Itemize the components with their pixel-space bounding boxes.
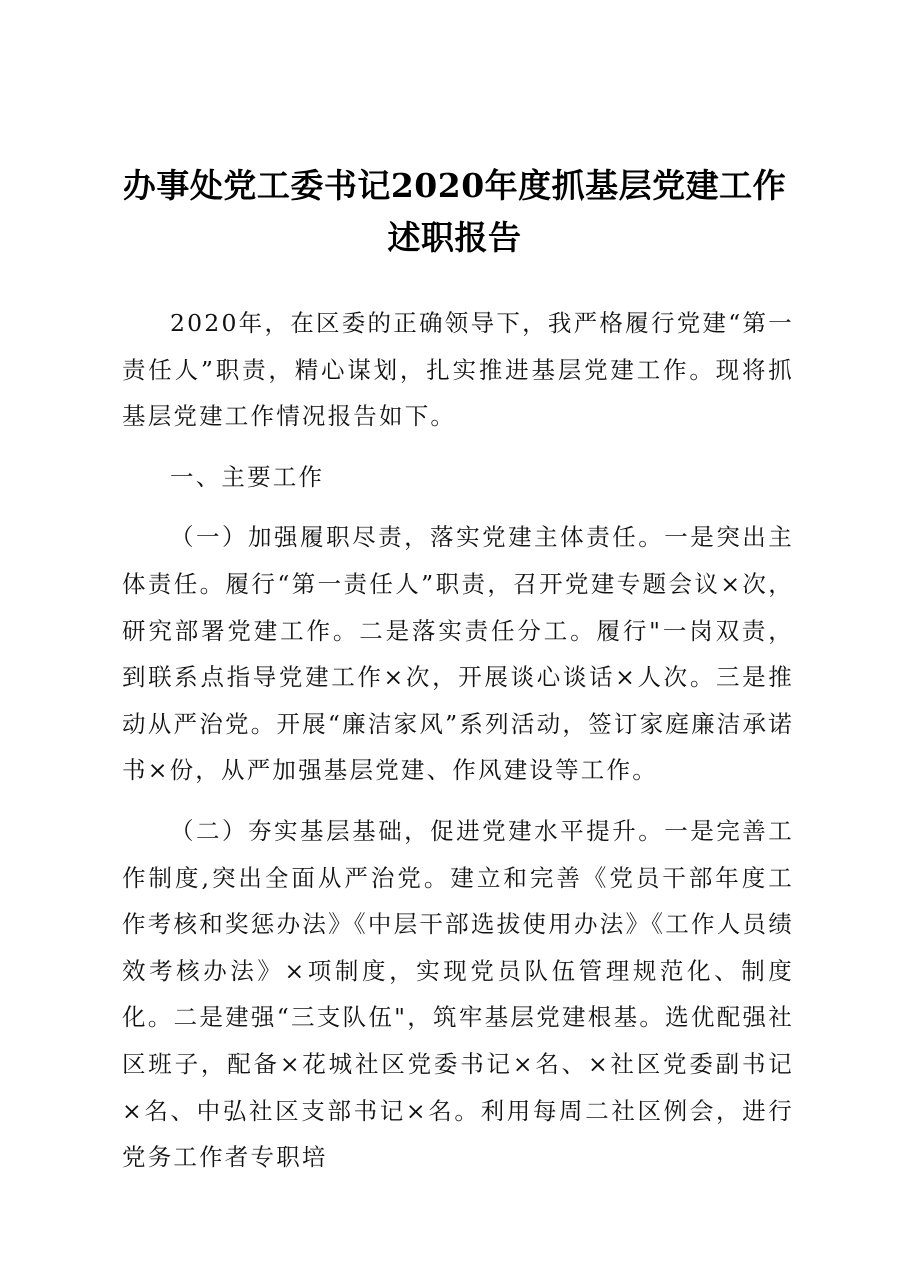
subsection-paragraph-1: （一）加强履职尽责，落实党建主体责任。一是突出主体责任。履行“第一责任人”职责，召开党建专题会议×次，研究部署党建工作。二是落实责任分工。履行"一岗双责，到联系点指导党建工作×次，开展谈心谈话×人次。三是推动从严治党。开展“廉洁家风”系列活动，签订家庭廉洁承诺书×份，从严加强基层党建、作风建设等工作。	[122, 523, 794, 785]
intro-paragraph: 2020年，在区委的正确领导下，我严格履行党建“第一责任人”职责，精心谋划，扎实推进基层党建工作。现将抓基层党建工作情况报告如下。	[122, 309, 794, 431]
section-heading-main-work: 一、主要工作	[170, 462, 325, 491]
document-title-line-1: 办事处党工委书记2020年度抓基层党建工作	[122, 166, 787, 205]
document-body	[122, 300, 794, 1181]
subsection-paragraph-2: （二）夯实基层基础，促进党建水平提升。一是完善工作制度,突出全面从严治党。建立和完善《党员干部年度工作考核和奖惩办法》《中层干部选拔使用办法》《工作人员绩效考核办法》×项制度，实现党员队伍管理规范化、制度化。二是建强“三支队伍"，筑牢基层党建根基。选优配强社区班子，配备×花城社区党委书记×名、×社区党委副书记×名、中弘社区支部书记×名。利用每周二社区例会，进行党务工作者专职培	[122, 816, 794, 1172]
document-title-line-2: 述职报告	[387, 218, 522, 257]
